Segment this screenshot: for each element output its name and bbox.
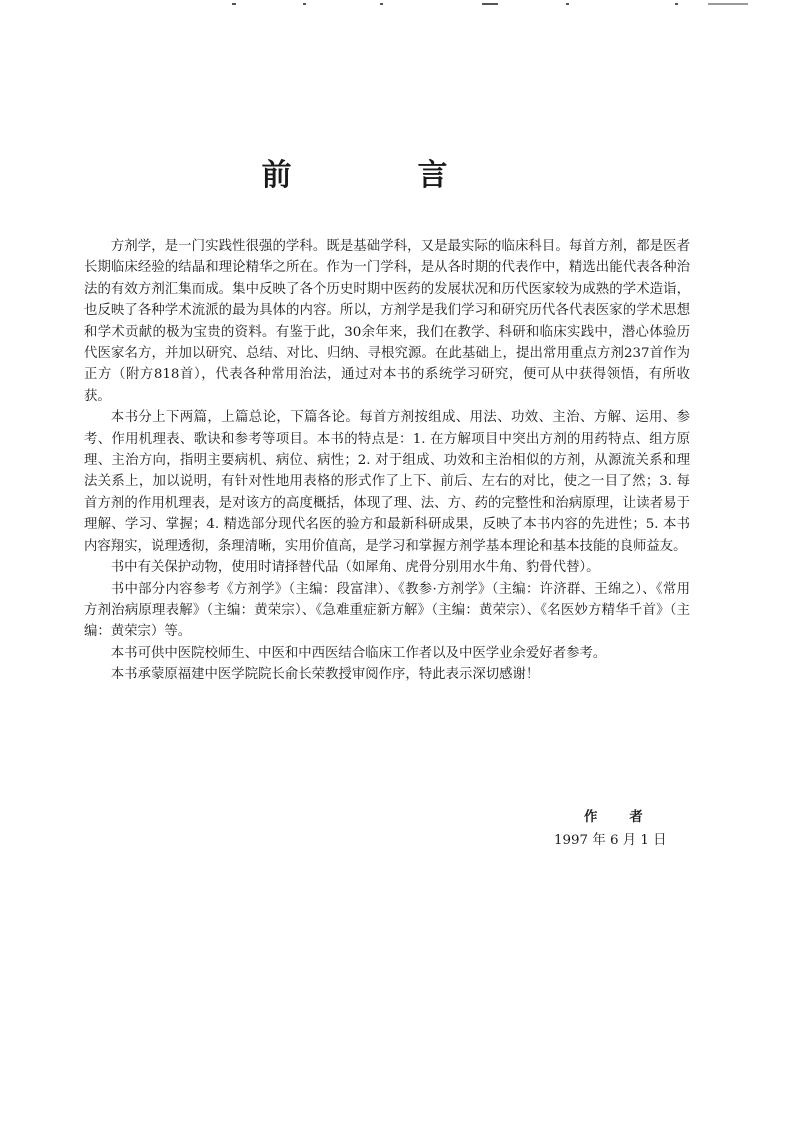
paragraph: 本书可供中医院校师生、中医和中西医结合临床工作者以及中医学业余爱好者参考。	[110, 645, 607, 661]
page-title: 前 言	[261, 158, 496, 193]
preface-body	[84, 236, 690, 686]
scan-artifacts	[0, 0, 801, 12]
signature-date: 1997 年 6 月 1 日	[554, 833, 667, 848]
signature-block	[540, 805, 740, 853]
paragraph: 本书承蒙原福建中医学院院长俞长荣教授审阅作序，特此表示深切感谢！	[110, 667, 540, 683]
paragraph: 书中有关保护动物，使用时请择替代品（如犀角、虎骨分别用水牛角、豹骨代替）。	[110, 560, 600, 576]
paragraph: 书中部分内容参考《方剂学》（主编：段富津）、《教参·方剂学》（主编：许济群、王绵之）、《常用方剂治病原理表解》（主编：黄荣宗）、《急难重症新方解》（主编：黄荣宗）、《名医妙方精华千首》（主编：黄荣宗）等。	[84, 581, 690, 640]
paragraph: 本书分上下两篇，上篇总论，下篇各论。每首方剂按组成、用法、功效、主治、方解、运用、参考、作用机理表、歌诀和参考等项目。本书的特点是：1. 在方解项目中突出方剂的用药特点、组方原理、主治方向，指明主要病机、病位、病性；2. 对于组成、功效和主治相似的方剂，从源流关系和理法关系上，加以说明，有针对性地用表格的形式作了上下、前后、左右的对比，使之一目了然；3. 每首方剂的作用机理表，是对该方的高度概括，体现了理、法、方、药的完整性和治病原理，让读者易于理解、学习、掌握；4. 精选部分现代名医的验方和最新科研成果，反映了本书内容的先进性；5. 本书内容翔实，说理透彻，条理清晰，实用价值高，是学习和掌握方剂学基本理论和基本技能的良师益友。	[84, 410, 690, 554]
paragraph: 方剂学，是一门实践性很强的学科。既是基础学科，又是最实际的临床科目。每首方剂，都是医者长期临床经验的结晶和理论精华之所在。作为一门学科，是从各时期的代表作中，精选出能代表各种治法的有效方剂汇集而成。集中反映了各个历史时期中医药的发展状况和历代医家较为成熟的学术造诣，也反映了各种学术流派的最为具体的内容。所以，方剂学是我们学习和研究历代各代表医家的学术思想和学术贡献的极为宝贵的资料。有鉴于此，30余年来，我们在教学、科研和临床实践中，潜心体验历代医家名方，并加以研究、总结、对比、归纳、寻根究源。在此基础上，提出常用重点方剂237首作为正方（附方818首），代表各种常用治法，通过对本书的系统学习研究，便可从中获得领悟，有所收获。	[84, 239, 690, 404]
signature-author: 作者	[584, 809, 675, 825]
